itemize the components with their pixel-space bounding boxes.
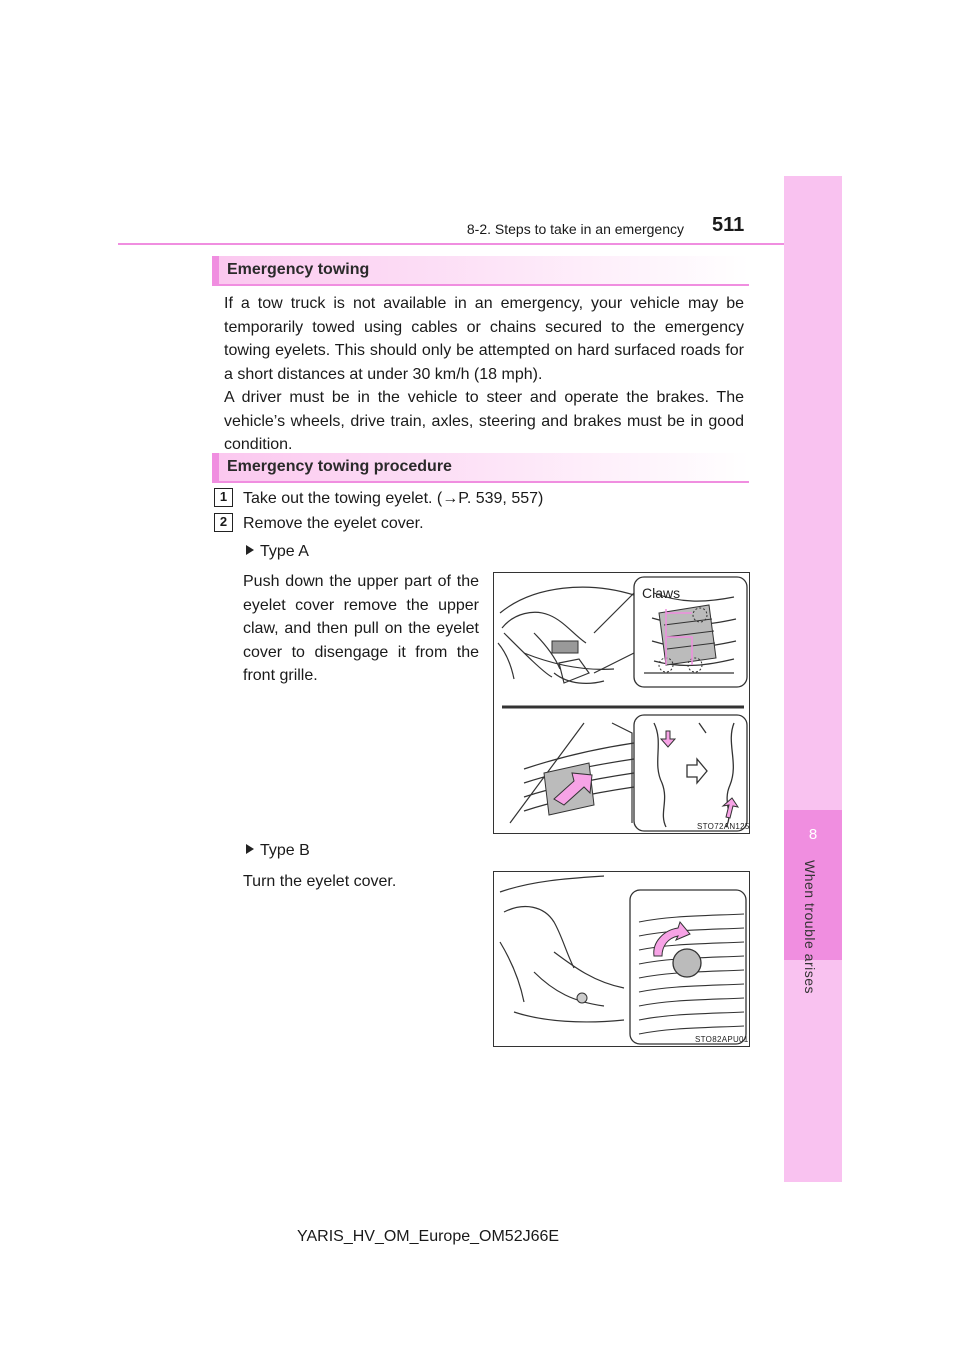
type-a-label: [246, 543, 309, 561]
intro-paragraph-1: If a tow truck is not available in an emergency, your vehicle may be temporarily towed using cables or chains secured to the emergency towing eyelets. This should only be attempted on hard surfaced roads for a short distances at under 30 km/h (18 mph).: [224, 295, 744, 383]
triangle-bullet-icon: [246, 844, 254, 854]
step-number-1: 1: [214, 488, 233, 507]
type-b-label: [246, 842, 310, 860]
document-id: YARIS_HV_OM_Europe_OM52J66E: [297, 1228, 560, 1245]
step-number-2: 2: [214, 513, 233, 532]
step-1-text: Take out the towing eyelet. (→P. 539, 557): [243, 490, 544, 507]
chapter-title: When trouble arises: [802, 860, 818, 995]
side-tab: [784, 176, 842, 1182]
type-a-label-text: Type A: [260, 543, 309, 560]
section-heading-emergency-towing: Emergency towing: [212, 256, 749, 286]
figure-type-b: [493, 871, 750, 1047]
page-number: 511: [712, 214, 745, 236]
type-b-illustration: [494, 872, 749, 1046]
header-rule: [118, 243, 784, 245]
type-b-label-text: Type B: [260, 842, 310, 859]
type-a-illustration: [494, 573, 749, 833]
claws-label: Claws: [642, 585, 681, 601]
step-2-text: Remove the eyelet cover.: [243, 515, 424, 532]
chapter-number: 8: [808, 826, 818, 843]
triangle-bullet-icon: [246, 545, 254, 555]
section-heading-towing-procedure: Emergency towing procedure: [212, 453, 749, 483]
header-section-title: 8-2. Steps to take in an emergency: [466, 221, 684, 237]
type-a-instructions: Push down the upper part of the eyelet cover remove the upper claw, and then pull on the eyelet cover to disengage it from the front grille.: [243, 573, 479, 684]
figure-code-type-b: STO82APU01: [695, 1035, 749, 1044]
figure-code-type-a: STO72AN125: [697, 822, 750, 831]
figure-type-a: [493, 572, 750, 834]
intro-paragraph-2: A driver must be in the vehicle to steer and operate the brakes. The vehicle’s wheels, drive train, axles, steering and brakes must be in good condition.: [224, 389, 744, 453]
type-b-instructions: Turn the eyelet cover.: [243, 873, 397, 890]
